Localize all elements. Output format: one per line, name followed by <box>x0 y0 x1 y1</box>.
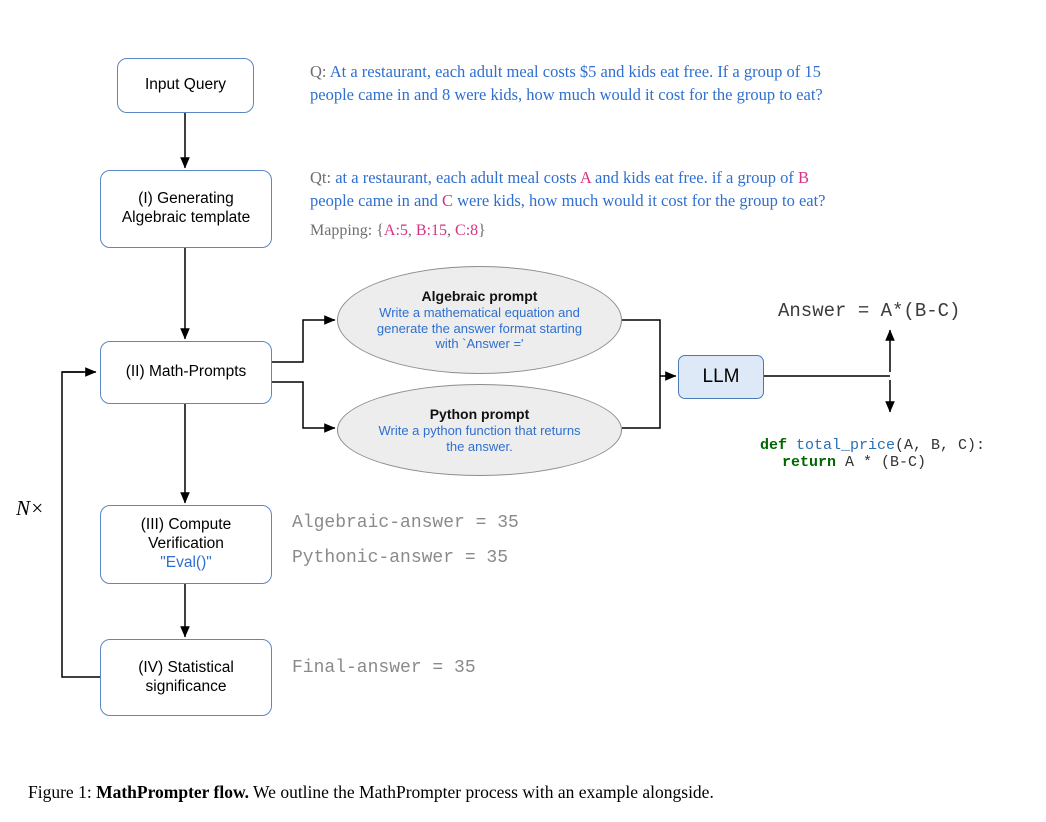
llm-label: LLM <box>702 366 740 387</box>
mapping-close: } <box>478 222 486 239</box>
algebraic-prompt-title: Algebraic prompt <box>421 288 538 305</box>
node-statistical-significance-line1: (IV) Statistical <box>138 658 234 676</box>
node-generating-algebraic-template <box>100 170 272 248</box>
node-generating-algebraic-template-line2: Algebraic template <box>121 209 251 226</box>
question-line1: At a restaurant, each adult meal costs $5 and kids eat free. If a group of 15 <box>329 62 821 81</box>
node-compute-verification-line2: Verification <box>148 535 224 553</box>
caption-rest: We outline the MathPrompter process with an example alongside. <box>249 782 714 802</box>
mapping-label: Mapping: { <box>310 222 384 239</box>
python-code-output <box>760 420 985 488</box>
final-answer: Final-answer = 35 <box>292 658 476 678</box>
node-compute-verification-line1: (III) Compute <box>140 516 232 534</box>
code-def-keyword: def <box>760 437 788 454</box>
template-seg2: and kids eat free. if a group of <box>590 168 798 187</box>
example-template <box>310 166 1025 213</box>
caption-prefix: Figure 1: <box>28 782 97 802</box>
node-math-prompts-label: (II) Math-Prompts <box>125 363 247 381</box>
node-generating-algebraic-template-line1: (I) Generating <box>138 190 234 208</box>
mapping-a: A:5 <box>383 222 408 239</box>
code-return-expr: A * (B-C) <box>836 454 927 471</box>
pythonic-answer: Pythonic-answer = 35 <box>292 548 509 568</box>
caption-bold: MathPrompter flow. <box>96 782 249 802</box>
mapping-sep2: , <box>447 222 456 239</box>
node-statistical-significance <box>100 639 272 716</box>
node-input-query <box>117 58 254 113</box>
mapping-b: B:15 <box>415 222 448 239</box>
question-label: Q: <box>310 62 327 81</box>
python-prompt-line1: Write a python function that returns <box>378 422 581 438</box>
template-seg4: were kids, how much would it cost for the group to eat? <box>452 191 826 211</box>
algebraic-prompt-bubble <box>337 266 622 374</box>
example-question <box>310 60 1020 107</box>
template-var-b: B <box>797 168 809 187</box>
template-seg1: at a restaurant, each adult meal costs <box>335 168 580 187</box>
template-seg3: people came in and <box>310 191 442 211</box>
code-signature: (A, B, C): <box>895 437 986 454</box>
python-prompt-title: Python prompt <box>429 405 530 422</box>
node-statistical-significance-line2: significance <box>145 677 227 695</box>
algebraic-prompt-line1: Write a mathematical equation and <box>379 305 580 321</box>
llm-box <box>678 355 764 399</box>
loop-count-label: N× <box>16 496 45 520</box>
variable-mapping <box>310 222 486 240</box>
mapping-c: C:8 <box>455 222 479 239</box>
python-prompt-line2: the answer. <box>446 438 513 454</box>
template-label: Qt: <box>310 168 332 187</box>
code-return-keyword: return <box>782 454 837 471</box>
node-math-prompts <box>100 341 272 404</box>
code-function-name: total_price <box>787 437 896 454</box>
template-var-a: A <box>579 168 591 187</box>
python-prompt-bubble <box>337 384 622 476</box>
answer-equation: Answer = A*(B-C) <box>778 300 961 322</box>
algebraic-prompt-line2: generate the answer format starting <box>376 320 583 336</box>
mapping-sep1: , <box>407 222 416 239</box>
node-input-query-label: Input Query <box>145 76 226 94</box>
node-compute-verification-eval: "Eval()" <box>160 553 212 571</box>
algebraic-answer: Algebraic-answer = 35 <box>292 513 519 533</box>
node-compute-verification <box>100 505 272 584</box>
question-line2: people came in and 8 were kids, how much would it cost for the group to eat? <box>310 85 823 105</box>
figure-caption <box>28 782 1028 803</box>
algebraic-prompt-line3: with `Answer =' <box>435 336 524 352</box>
template-var-c: C <box>441 191 453 211</box>
